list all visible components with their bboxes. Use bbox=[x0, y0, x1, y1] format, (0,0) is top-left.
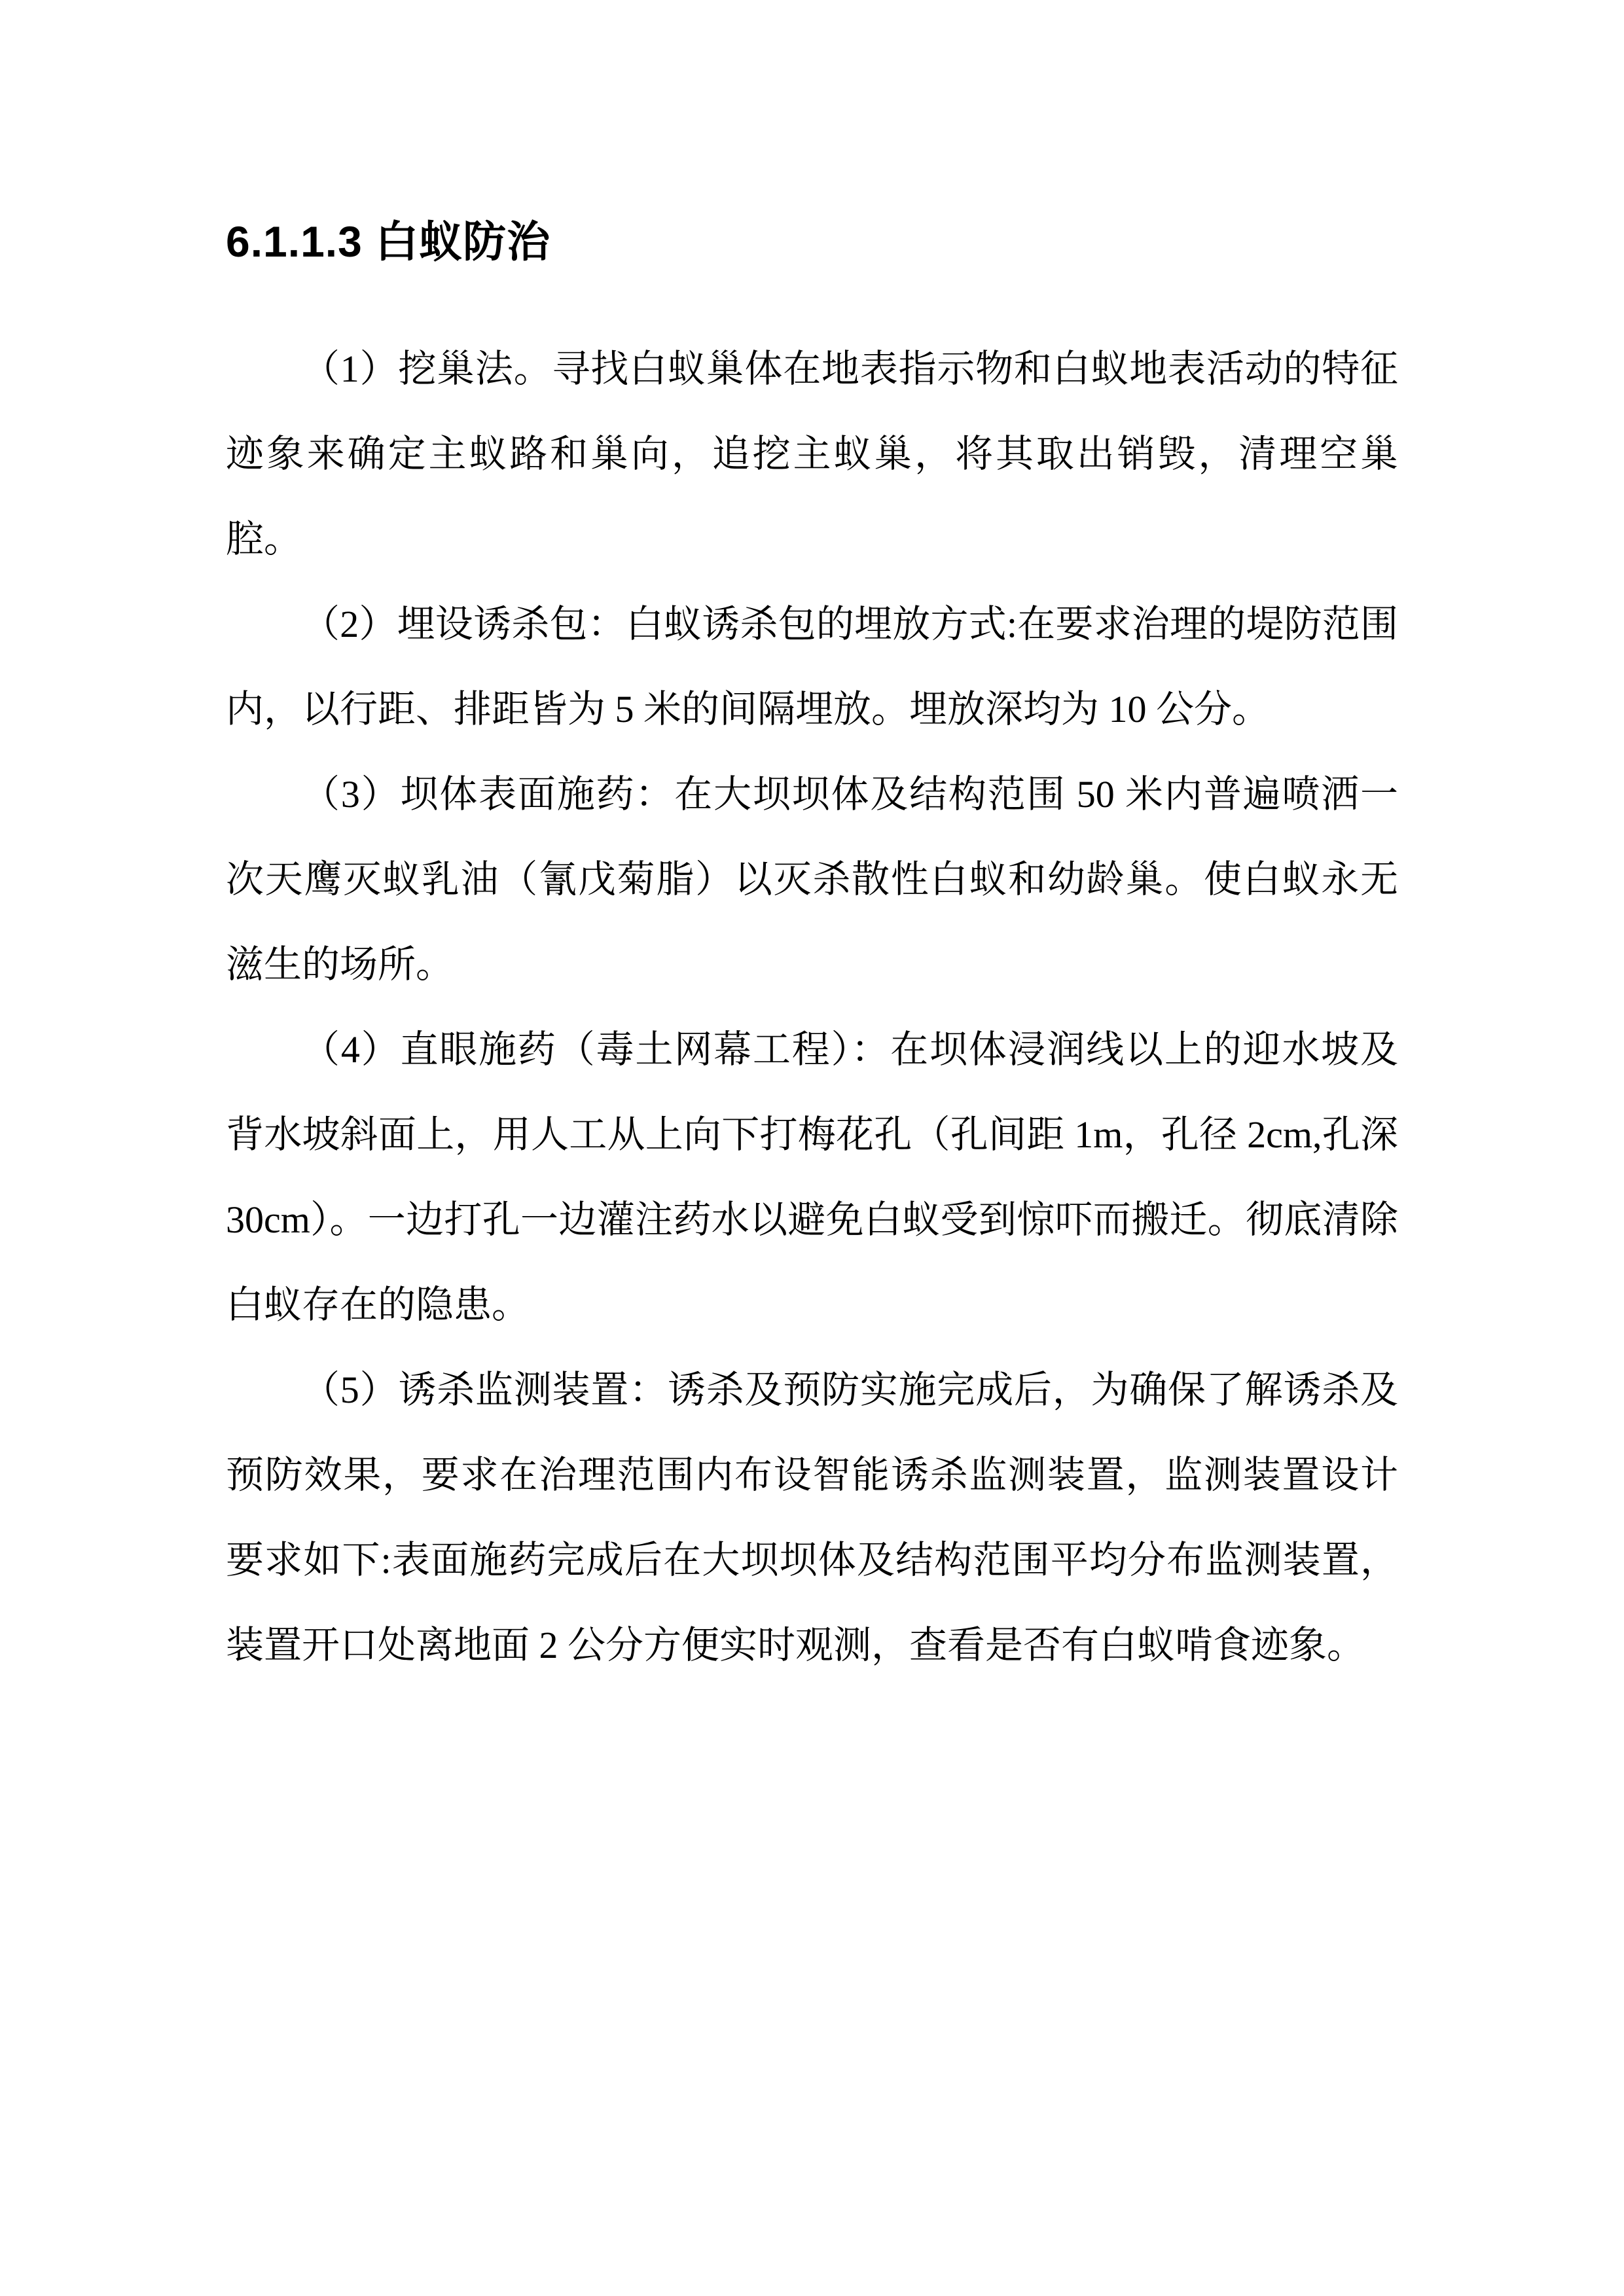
paragraph-4: （4）直眼施药（毒土网幕工程）：在坝体浸润线以上的迎水坡及背水坡斜面上，用人工从上向下打梅花孔（孔间距 1m，孔径 2cm,孔深 30cm）。一边打孔一边灌注药水以避免白蚁受到惊吓而搬迁。彻底清除白蚁存在的隐患。 bbox=[226, 1028, 1398, 1327]
document-content bbox=[226, 216, 1398, 1688]
paragraph-5: （5）诱杀监测装置：诱杀及预防实施完成后，为确保了解诱杀及预防效果，要求在治理范围内布设智能诱杀监测装置，监测装置设计要求如下:表面施药完成后在大坝坝体及结构范围平均分布监测装置，装置开口处离地面 2 公分方便实时观测，查看是否有白蚁啃食迹象。 bbox=[226, 1369, 1398, 1667]
paragraph-1: （1）挖巢法。寻找白蚁巢体在地表指示物和白蚁地表活动的特征迹象来确定主蚁路和巢向，追挖主蚁巢，将其取出销毁，清理空巢腔。 bbox=[226, 348, 1398, 561]
paragraph-3: （3）坝体表面施药：在大坝坝体及结构范围 50 米内普遍喷洒一次天鹰灭蚁乳油（氰戊菊脂）以灭杀散性白蚁和幼龄巢。使白蚁永无滋生的场所。 bbox=[226, 773, 1398, 986]
section-heading: 6.1.1.3 白蚁防治 bbox=[226, 217, 551, 266]
body-text bbox=[226, 327, 1398, 1688]
paragraph-2: （2）埋设诱杀包：白蚁诱杀包的埋放方式:在要求治理的堤防范围内，以行距、排距皆为 5 米的间隔埋放。埋放深均为 10 公分。 bbox=[226, 603, 1398, 731]
